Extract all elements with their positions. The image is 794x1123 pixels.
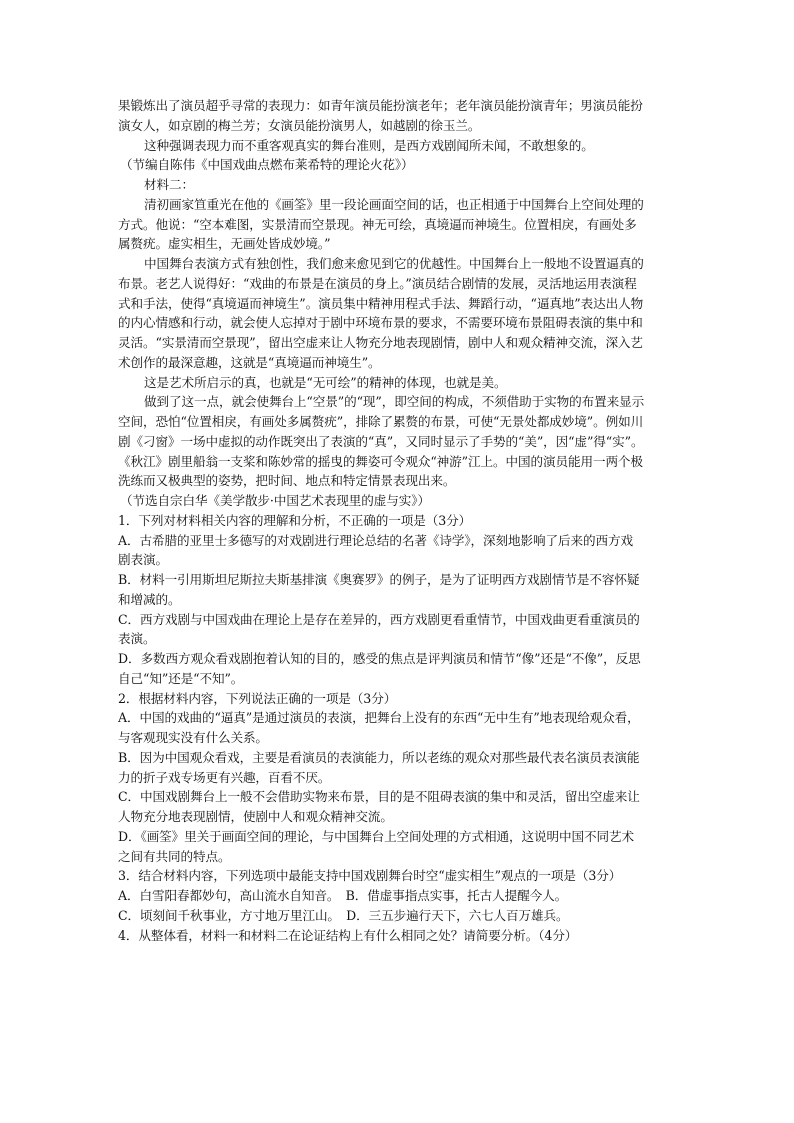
question-3: 3．结合材料内容，下列选项中最能支持中国戏剧舞台时空“虚实相生”观点的一项是（3分）	[118, 868, 622, 884]
option-line: A．中国的戏曲的“逼真”是通过演员的表演，把舞台上没有的东西“无中生有”地表现给观众看，	[118, 710, 640, 726]
source-citation: （节编自陈伟《中国戏曲点燃布莱希特的理论火花》）	[120, 157, 414, 173]
text-line: 《秋江》剧里船翁一支桨和陈妙常的摇曳的舞姿可令观众“神游”江上。中国的演员能用一两个极	[118, 453, 643, 469]
text-line: 式和手法，使得“真境逼而神境生”。演员集中精神用程式手法、舞蹈行动，“逼真地”表达出人物	[118, 295, 644, 311]
text-line: 做到了这一点，就会使舞台上“空景”的“现”，即空间的构成，不须借助于实物的布置来显示	[144, 394, 645, 410]
option-line: 人物充分地表现剧情，使剧中人和观众精神交流。	[118, 809, 393, 824]
option-line: 和增减的。	[118, 591, 181, 607]
text-line: 属赘疣。虚实相生，无画处皆成妙境。”	[118, 236, 331, 252]
text-line: 果锻炼出了演员超乎寻常的表现力：如青年演员能扮演老年；老年演员能扮演青年；男演员能扮	[118, 98, 643, 113]
text-line: 布景。老艺人说得好：“戏曲的布景是在演员的身上。”演员结合剧情的发展，灵活地运用表演程	[118, 275, 637, 291]
text-line: 方式。他说：“空本难图，实景清而空景现。神无可绘，真境逼而神境生。位置相戾，有画处多	[118, 216, 637, 232]
question-1: 1．下列对材料相关内容的理解和分析，不正确的一项是（3分）	[118, 512, 472, 528]
text-line: 中国舞台表演方式有独创性，我们愈来愈见到它的优越性。中国舞台上一般地不设置逼真的	[144, 256, 644, 271]
text-line: 这是艺术所启示的真，也就是“无可绘”的精神的体现，也就是美。	[144, 374, 507, 390]
option-line: C．中国戏剧舞台上一般不会借助实物来布景，目的是不阻碍表演的集中和灵活，留出空虚来让	[118, 789, 640, 805]
text-line: 空间，恐怕“位置相戾，有画处多属赘疣”，排除了累赘的布景，可使“无景处都成妙境”。例如川	[118, 414, 644, 429]
text-line: 术创作的最深意趣，这就是“真境逼而神境生”。	[118, 354, 381, 370]
option-line: D．多数西方观众看戏剧抱着认知的目的，感受的焦点是评判演员和情节“像”还是“不像”，反思	[118, 651, 641, 666]
option-line: 表演。	[118, 631, 156, 647]
option-line: 之间有共同的特点。	[118, 848, 231, 864]
question-2: 2．根据材料内容，下列说法正确的一项是（3分）	[118, 690, 397, 706]
option-line: C．西方戏剧与中国戏曲在理论上是存在差异的，西方戏剧更看重情节，中国戏曲更看重演员的	[118, 611, 640, 627]
text-line: 洗练而又极典型的姿势，把时间、地点和特定情景表现出来。	[118, 473, 456, 489]
question-4: 4．从整体看，材料一和材料二在论证结构上有什么相同之处？请简要分析。（4分）	[118, 927, 578, 943]
option-line: 自己“知”还是“不知”。	[118, 670, 244, 686]
option-line: 与客观现实没有什么关系。	[118, 730, 268, 745]
option-line: A．古希腊的亚里士多德写的对戏剧进行理论总结的名著《诗学》，深刻地影响了后来的西方戏	[118, 532, 633, 548]
option-line: B．材料一引用斯坦尼斯拉夫斯基排演《奥赛罗》的例子，是为了证明西方戏剧情节是不容怀疑	[118, 572, 640, 587]
text-line: 演女人，如京剧的梅兰芳；女演员能扮演男人，如越剧的徐玉兰。	[118, 117, 481, 133]
option-line: D．《画筌》里关于画面空间的理论，与中国舞台上空间处理的方式相通，这说明中国不同艺术	[118, 828, 634, 844]
option-line: A．白雪阳春都妙句，高山流水自知音。 B．借虚事指点实事，托古人提醒今人。	[118, 888, 568, 903]
text-line: 剧《刁窗》一场中虚拟的动作既突出了表演的“真”，又同时显示了手势的“美”，因“虚”得“实”。	[118, 433, 644, 449]
text-line: 清初画家笪重光在他的《画筌》里一段论画面空间的话，也正相通于中国舞台上空间处理的	[144, 196, 644, 212]
option-line: 力的折子戏专场更有兴趣，百看不厌。	[118, 769, 331, 785]
source-citation: （节选自宗白华《美学散步·中国艺术表现里的虚与实》）	[120, 493, 430, 508]
document-page	[118, 96, 678, 945]
text-line: 这种强调表现力而不重客观真实的舞台准则，是西方戏剧闻所未闻，不敢想象的。	[144, 137, 594, 153]
option-line: B．因为中国观众看戏，主要是看演员的表演能力，所以老练的观众对那些最代表名演员表演能	[118, 749, 640, 765]
text-line: 的内心情感和行动，就会使人忘掉对于剧中环境布景的要求，不需要环境布景阻碍表演的集中和	[118, 315, 643, 331]
option-line: 剧表演。	[118, 552, 168, 568]
text-line: 灵活。“实景清而空景现”，留出空虚来让人物充分地表现剧情，剧中人和观众精神交流，深入艺	[118, 335, 643, 350]
section-heading: 材料二：	[144, 177, 194, 192]
option-line: C．顷刻间千秋事业，方寸地万里江山。 D．三五步遍行天下，六七人百万雄兵。	[118, 907, 569, 923]
